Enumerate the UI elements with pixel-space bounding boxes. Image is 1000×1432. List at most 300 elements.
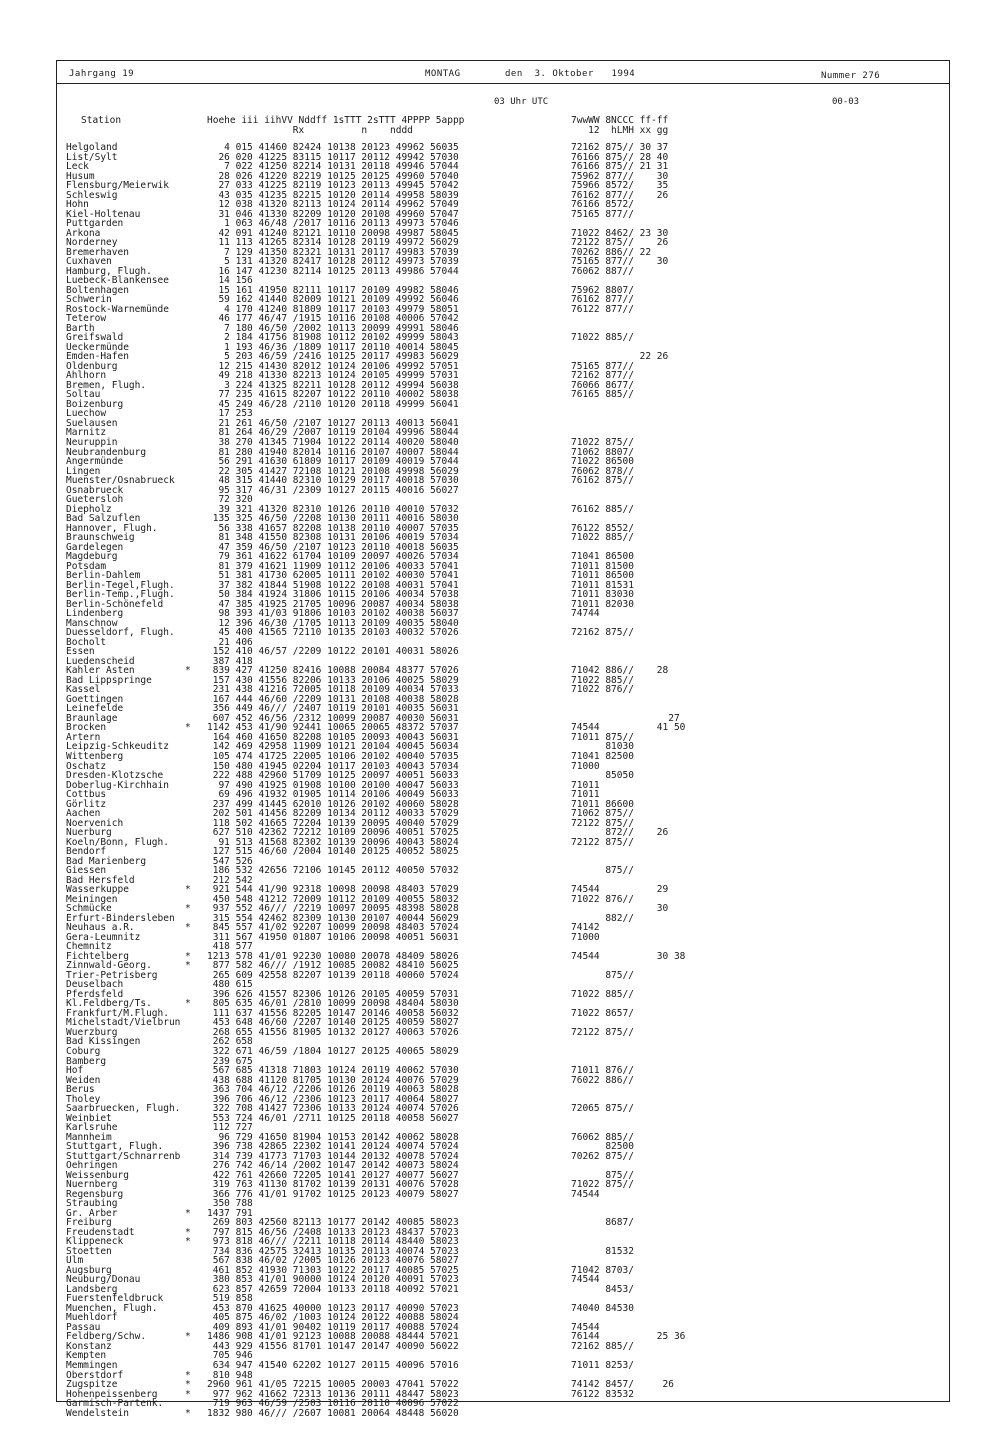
observation-data: 79 361 41622 61704 10109 20097 40026 57034 bbox=[207, 551, 459, 563]
station-name: Nuerburg bbox=[66, 827, 112, 839]
station-name: Aachen bbox=[66, 808, 101, 820]
station-name: Klippeneck bbox=[66, 1236, 124, 1248]
weather-group-data: 74544 bbox=[571, 1321, 600, 1333]
issue-year: Jahrgang 19 bbox=[69, 69, 135, 79]
table-row bbox=[57, 1332, 949, 1342]
weather-group-data: 74544 bbox=[571, 1188, 600, 1200]
weather-group-data: 22 26 bbox=[571, 351, 669, 363]
observation-data: 91 513 41568 82302 10139 20096 40043 58024 bbox=[207, 836, 459, 848]
extra-column-subheader: 12 hLMH xx gg bbox=[571, 125, 669, 136]
observation-data: 322 708 41427 72306 10133 20124 40074 57026 bbox=[207, 1103, 459, 1115]
table-row bbox=[57, 619, 949, 629]
mountain-marker: * bbox=[185, 1407, 191, 1419]
observation-data: 152 410 46/57 /2209 10122 20101 40031 58026 bbox=[207, 646, 459, 658]
table-row bbox=[57, 819, 949, 829]
weather-group-data: 75962 877// 30 bbox=[571, 170, 669, 182]
table-row bbox=[57, 448, 949, 458]
station-name: Goettingen bbox=[66, 693, 124, 705]
observation-data: 12 038 41320 82113 10124 20114 49962 57049 bbox=[207, 199, 459, 211]
table-row bbox=[57, 1190, 949, 1200]
table-row bbox=[57, 210, 949, 220]
weather-group-data: 71022 885// bbox=[571, 674, 634, 686]
station-name: Trier-Petrisberg bbox=[66, 969, 158, 981]
station-name: Bad Kissingen bbox=[66, 1036, 141, 1048]
station-name: Straubing bbox=[66, 1198, 118, 1210]
station-name: Arkona bbox=[66, 227, 101, 239]
observation-data: 363 704 46/12 /2206 10126 20119 40063 58028 bbox=[207, 1084, 459, 1096]
observation-data: 39 321 41320 82310 10126 20110 40010 57032 bbox=[207, 503, 459, 515]
station-name: Leck bbox=[66, 161, 89, 173]
observation-data: 95 317 46/31 /2309 10127 20115 40016 56027 bbox=[207, 484, 459, 496]
table-row bbox=[57, 267, 949, 277]
station-name: Fichtelberg bbox=[66, 950, 129, 962]
bulletin-page bbox=[56, 60, 950, 1419]
observation-data: 719 963 46/59 /2503 10116 20110 40096 57022 bbox=[207, 1398, 459, 1410]
table-row bbox=[57, 904, 949, 914]
weather-group-data: 85050 bbox=[571, 770, 634, 782]
station-name: Wittenberg bbox=[66, 751, 124, 762]
observation-data: 27 033 41225 82119 10123 20113 49945 57042 bbox=[207, 180, 459, 192]
observation-data: 237 499 41445 62010 10126 20102 40060 58028 bbox=[207, 798, 459, 810]
mountain-marker: * bbox=[185, 1388, 191, 1400]
table-row bbox=[57, 457, 949, 467]
weather-group-data: 875// bbox=[571, 969, 634, 981]
observation-data: 567 838 46/02 /2005 10126 20123 40076 58027 bbox=[207, 1255, 459, 1267]
observation-data: 111 637 41556 82205 10147 20146 40058 56032 bbox=[207, 1007, 459, 1019]
observation-time: 03 Uhr UTC bbox=[494, 97, 549, 107]
weather-group-data: 70262 875// bbox=[571, 1150, 634, 1162]
table-row bbox=[57, 933, 949, 943]
mountain-marker: * bbox=[185, 960, 191, 972]
station-name: Freudenstadt bbox=[66, 1226, 135, 1238]
table-row bbox=[57, 400, 949, 410]
observation-data: 845 557 41/02 92207 10099 20098 48403 57024 bbox=[207, 922, 459, 934]
station-name: Hamburg, Flugh. bbox=[66, 265, 152, 277]
station-name: Bad Lippspringe bbox=[66, 674, 152, 686]
table-row bbox=[57, 305, 949, 315]
weather-group-data: 71011 bbox=[571, 779, 600, 791]
station-name: Brocken bbox=[66, 722, 107, 734]
weather-group-data: 71041 86500 bbox=[571, 551, 634, 563]
station-name: Deuselbach bbox=[66, 979, 124, 991]
observation-data: 438 688 41120 81705 10130 20124 40076 57029 bbox=[207, 1074, 459, 1086]
observation-data: 239 675 bbox=[207, 1055, 253, 1067]
table-row bbox=[57, 1380, 949, 1390]
station-name: Manschnow bbox=[66, 617, 118, 629]
station-name: Weinbiet bbox=[66, 1112, 112, 1124]
weather-group-data: 72122 875// 26 bbox=[571, 237, 669, 249]
station-name: Ahlhorn bbox=[66, 370, 107, 382]
station-name: Stuttgart/Schnarrenb bbox=[66, 1150, 181, 1162]
observation-data: 45 249 46/28 /2110 10120 20118 49999 56041 bbox=[207, 398, 459, 410]
weather-group-data: 76162 885// bbox=[571, 503, 634, 515]
weather-group-data: 875// bbox=[571, 1169, 634, 1181]
weather-group-data: 71022 876// bbox=[571, 684, 634, 696]
table-row bbox=[57, 153, 949, 163]
table-row bbox=[57, 428, 949, 438]
station-name: Garmisch-Partenk. bbox=[66, 1398, 164, 1410]
table-row bbox=[57, 1351, 949, 1361]
station-name: Memmingen bbox=[66, 1360, 118, 1371]
weather-group-data: 74040 84530 bbox=[571, 1302, 634, 1314]
weather-group-data: 72065 875// bbox=[571, 1103, 634, 1115]
station-name: Gr. Arber bbox=[66, 1207, 118, 1219]
station-name: Oschatz bbox=[66, 760, 107, 772]
table-row bbox=[57, 695, 949, 705]
observation-data: 81 379 41621 11909 10112 20106 40033 57041 bbox=[207, 560, 459, 572]
observation-data: 81 264 46/29 /2007 10119 20104 49996 58044 bbox=[207, 427, 459, 439]
table-row bbox=[57, 1361, 949, 1371]
observation-data: 12 215 41430 82012 10124 20106 49992 57051 bbox=[207, 360, 459, 372]
station-name: Hohn bbox=[66, 199, 89, 211]
data-column-subheader: Rx n nddd bbox=[207, 125, 413, 136]
station-name: Konstanz bbox=[66, 1340, 112, 1352]
table-row bbox=[57, 876, 949, 886]
table-row bbox=[57, 723, 949, 733]
observation-data: 396 738 42865 22302 10141 20124 40074 57024 bbox=[207, 1141, 459, 1153]
table-row bbox=[57, 333, 949, 343]
observation-data: 51 381 41730 62005 10111 20102 40030 57041 bbox=[207, 570, 459, 582]
table-row bbox=[57, 1161, 949, 1171]
table-row bbox=[57, 543, 949, 553]
weather-group-data: 71000 bbox=[571, 931, 600, 943]
observation-data: 453 870 41625 40000 10123 20117 40090 57023 bbox=[207, 1302, 459, 1314]
station-name: List/Sylt bbox=[66, 151, 118, 163]
station-name: Rostock-Warnemünde bbox=[66, 303, 169, 315]
station-name: Muenster/Osnabrueck bbox=[66, 475, 175, 487]
table-row bbox=[57, 1209, 949, 1219]
station-name: Erfurt-Bindersleben bbox=[66, 912, 175, 924]
table-row bbox=[57, 552, 949, 562]
station-name: Bremen, Flugh. bbox=[66, 379, 147, 391]
observation-data: 623 857 42659 72004 10133 20118 40092 57021 bbox=[207, 1283, 459, 1295]
observation-data: 262 658 bbox=[207, 1036, 253, 1048]
table-row bbox=[57, 1390, 949, 1400]
table-row bbox=[57, 1180, 949, 1190]
table-row bbox=[57, 229, 949, 239]
weather-group-data: 71011 8253/ bbox=[571, 1360, 634, 1371]
station-name: Zugspitze bbox=[66, 1379, 118, 1391]
station-name: Husum bbox=[66, 170, 95, 182]
weather-group-data: 71022 8657/ bbox=[571, 1007, 634, 1019]
observation-data: 366 776 41/01 91702 10125 20123 40079 58027 bbox=[207, 1188, 459, 1200]
weather-group-data: 72162 875// bbox=[571, 627, 634, 639]
table-row bbox=[57, 352, 949, 362]
weather-group-data: 71022 885// bbox=[571, 988, 634, 1000]
station-name: Chemnitz bbox=[66, 941, 112, 953]
mountain-marker: * bbox=[185, 1331, 191, 1343]
weather-group-data: 71022 876// bbox=[571, 893, 634, 905]
table-row bbox=[57, 1313, 949, 1323]
weather-group-data: 76062 878// bbox=[571, 465, 634, 477]
station-name: Weiden bbox=[66, 1074, 101, 1086]
station-name: Flensburg/Meierwik bbox=[66, 180, 169, 192]
table-row bbox=[57, 381, 949, 391]
observation-data: 118 502 41665 72204 10139 20095 40040 57029 bbox=[207, 817, 459, 829]
table-row bbox=[57, 324, 949, 334]
observation-data: 5 131 41320 82417 10128 20112 49973 57039 bbox=[207, 256, 459, 268]
table-row bbox=[57, 809, 949, 819]
data-column-header: Hoehe iii iihVV Nddff 1sTTT 2sTTT 4PPPP 5appp bbox=[207, 115, 465, 126]
mountain-marker: * bbox=[185, 1226, 191, 1238]
station-name: Mannheim bbox=[66, 1131, 112, 1143]
observation-data: 977 962 41662 72313 10136 20111 48447 58023 bbox=[207, 1388, 459, 1400]
station-name: Tholey bbox=[66, 1093, 101, 1105]
observation-data: 112 727 bbox=[207, 1122, 253, 1134]
observation-data: 1832 980 46/// /2607 10081 20064 48448 56020 bbox=[207, 1407, 459, 1419]
mountain-marker: * bbox=[185, 1379, 191, 1391]
station-name: Oberstdorf bbox=[66, 1369, 124, 1381]
observation-data: 81 348 41550 82308 10131 20106 40019 57034 bbox=[207, 532, 459, 544]
table-row bbox=[57, 1218, 949, 1228]
observation-data: 319 763 41130 81702 10139 20131 40076 57028 bbox=[207, 1179, 459, 1191]
table-row bbox=[57, 467, 949, 477]
observation-data: 7 022 41250 82214 10131 20118 49946 57044 bbox=[207, 161, 459, 173]
weather-group-data: 71062 8807/ bbox=[571, 446, 634, 458]
table-row bbox=[57, 486, 949, 496]
station-name: Lingen bbox=[66, 465, 101, 477]
table-row bbox=[57, 657, 949, 667]
table-row bbox=[57, 828, 949, 838]
station-name: Boizenburg bbox=[66, 398, 124, 410]
observation-data: 1486 908 41/01 92123 10088 20088 48444 57021 bbox=[207, 1331, 459, 1343]
station-name: Wendelstein bbox=[66, 1407, 129, 1419]
table-row bbox=[57, 1057, 949, 1067]
weather-group-data: 71011 86600 bbox=[571, 798, 634, 810]
observation-data: 135 325 46/50 /2208 10130 20111 40016 58030 bbox=[207, 513, 459, 525]
table-row bbox=[57, 581, 949, 591]
observation-data: 268 655 41556 81905 10132 20127 40063 57026 bbox=[207, 1026, 459, 1038]
observation-data: 1 063 46/48 /2017 10116 20113 49973 57046 bbox=[207, 218, 459, 230]
observation-data: 31 046 41330 82209 10120 20108 49960 57047 bbox=[207, 208, 459, 220]
table-row bbox=[57, 314, 949, 324]
weather-group-data: 71062 875// bbox=[571, 808, 634, 820]
table-row bbox=[57, 1085, 949, 1095]
observation-data: 350 788 bbox=[207, 1198, 253, 1210]
station-name: Marnitz bbox=[66, 427, 107, 439]
table-row bbox=[57, 704, 949, 714]
weather-group-data: 70262 886// 22 bbox=[571, 246, 652, 258]
observation-data: 937 552 46/// /2219 10097 20095 48398 58028 bbox=[207, 903, 459, 915]
observation-data: 105 474 41725 22005 10106 20102 40040 57035 bbox=[207, 751, 459, 762]
observation-data: 157 430 41556 82206 10133 20106 40025 58029 bbox=[207, 674, 459, 686]
observation-data: 265 609 42558 82207 10139 20118 40060 57024 bbox=[207, 969, 459, 981]
station-name: Freiburg bbox=[66, 1217, 112, 1229]
station-name: Artern bbox=[66, 731, 101, 743]
weather-group-data: 27 bbox=[571, 712, 680, 724]
table-row bbox=[57, 390, 949, 400]
table-row bbox=[57, 676, 949, 686]
observation-data: 45 400 41565 72110 10135 20103 40032 57026 bbox=[207, 627, 459, 639]
weather-group-data: 76062 885// bbox=[571, 1131, 634, 1143]
station-name: Puttgarden bbox=[66, 218, 124, 230]
observation-data: 77 235 41615 82207 10122 20110 40002 58038 bbox=[207, 389, 459, 401]
weather-group-data: 76022 886// bbox=[571, 1074, 634, 1086]
observation-data: 443 929 41556 81701 10147 20147 40090 56022 bbox=[207, 1340, 459, 1352]
station-name: Neuruppin bbox=[66, 436, 118, 448]
station-table bbox=[57, 143, 949, 1418]
observation-data: 56 338 41657 82208 10138 20110 40007 57035 bbox=[207, 522, 459, 534]
station-name: Bad Marienberg bbox=[66, 855, 147, 867]
observation-data: 164 460 41650 82208 10105 20093 40043 56031 bbox=[207, 731, 459, 743]
observation-data: 450 548 41212 72009 10112 20109 40055 58032 bbox=[207, 893, 459, 905]
observation-data: 15 161 41950 82111 10117 20109 49982 58046 bbox=[207, 284, 459, 296]
observation-data: 311 567 41950 01807 10106 20098 40051 56031 bbox=[207, 931, 459, 943]
station-name: Karlsruhe bbox=[66, 1122, 118, 1134]
station-name: Bremerhaven bbox=[66, 246, 129, 258]
station-name: Duesseldorf, Flugh. bbox=[66, 627, 175, 639]
mountain-marker: * bbox=[185, 665, 191, 677]
station-name: Berlin-Temp.,Flugh. bbox=[66, 589, 175, 601]
station-name: Neubrandenburg bbox=[66, 446, 147, 458]
observation-data: 127 515 46/60 /2004 10140 20125 40052 58025 bbox=[207, 846, 459, 858]
station-name: Norderney bbox=[66, 237, 118, 249]
observation-data: 519 858 bbox=[207, 1293, 253, 1305]
table-row bbox=[57, 942, 949, 952]
station-name: Giessen bbox=[66, 865, 107, 877]
station-name: Lindenberg bbox=[66, 608, 124, 620]
table-row bbox=[57, 1047, 949, 1057]
weather-group-data: 71000 bbox=[571, 760, 600, 772]
station-name: Nuernberg bbox=[66, 1179, 118, 1191]
table-row bbox=[57, 857, 949, 867]
table-row bbox=[57, 733, 949, 743]
station-name: Doberlug-Kirchhain bbox=[66, 779, 169, 791]
table-row bbox=[57, 248, 949, 258]
observation-data: 37 382 41844 51908 10122 20108 40031 57041 bbox=[207, 579, 459, 591]
table-row bbox=[57, 790, 949, 800]
table-row bbox=[57, 1018, 949, 1028]
observation-data: 48 315 41440 82310 10129 20117 40018 57030 bbox=[207, 475, 459, 487]
station-name: Oldenburg bbox=[66, 360, 118, 372]
observation-data: 69 496 41932 01905 10114 20106 40049 56033 bbox=[207, 789, 459, 801]
weather-group-data: 75165 877// bbox=[571, 208, 634, 220]
table-row bbox=[57, 495, 949, 505]
weather-group-data: 72162 877// bbox=[571, 370, 634, 382]
observation-data: 797 815 46/56 /2408 10133 20123 48437 57023 bbox=[207, 1226, 459, 1238]
table-row bbox=[57, 638, 949, 648]
table-row bbox=[57, 923, 949, 933]
table-row bbox=[57, 1142, 949, 1152]
station-name: Kassel bbox=[66, 684, 101, 696]
observation-data: 387 418 bbox=[207, 655, 253, 667]
observation-data: 42 091 41240 82121 10110 20098 49987 58045 bbox=[207, 227, 459, 239]
table-row bbox=[57, 1323, 949, 1333]
weather-group-data: 71011 81531 bbox=[571, 579, 634, 591]
station-name: Muehldorf bbox=[66, 1312, 118, 1324]
station-name: Kempten bbox=[66, 1350, 107, 1362]
observation-data: 1142 453 41/90 92441 10065 20065 48372 57037 bbox=[207, 722, 459, 734]
table-row bbox=[57, 847, 949, 857]
weather-group-data: 76166 875// 28 40 bbox=[571, 151, 669, 163]
observation-data: 96 729 41650 81904 10153 20142 40062 58028 bbox=[207, 1131, 459, 1143]
observation-data: 405 875 46/02 /1003 10124 20122 40088 58024 bbox=[207, 1312, 459, 1324]
table-row bbox=[57, 895, 949, 905]
table-row bbox=[57, 1104, 949, 1114]
weather-group-data: 76162 875// bbox=[571, 475, 634, 487]
station-name: Guetersloh bbox=[66, 494, 124, 506]
table-row bbox=[57, 961, 949, 971]
table-row bbox=[57, 1399, 949, 1409]
observation-data: 7 129 41350 82321 10131 20117 49983 57039 bbox=[207, 246, 459, 258]
mountain-marker: * bbox=[185, 884, 191, 896]
weather-group-data: 76166 8572/ bbox=[571, 199, 634, 211]
weather-group-data: 75165 877// bbox=[571, 360, 634, 372]
station-name: Soltau bbox=[66, 389, 101, 401]
observation-data: 47 359 46/50 /2107 10123 20110 40018 56035 bbox=[207, 541, 459, 553]
weather-group-data: 71022 8462/ 23 30 bbox=[571, 227, 669, 239]
table-row bbox=[57, 838, 949, 848]
table-row bbox=[57, 1066, 949, 1076]
observation-data: 14 156 bbox=[207, 275, 253, 287]
table-row bbox=[57, 257, 949, 267]
observation-data: 877 582 46/// /1912 10085 20082 48410 56025 bbox=[207, 960, 459, 972]
table-row bbox=[57, 1114, 949, 1124]
mountain-marker: * bbox=[185, 903, 191, 915]
table-row bbox=[57, 714, 949, 724]
weather-group-data: 71011 876// bbox=[571, 1065, 634, 1077]
observation-data: 167 444 46/60 /2209 10131 20108 40038 58028 bbox=[207, 693, 459, 705]
station-name: Schwerin bbox=[66, 294, 112, 306]
station-name: Suelausen bbox=[66, 417, 118, 429]
header-rule bbox=[57, 83, 949, 84]
weather-group-data: 71022 885// bbox=[571, 532, 634, 544]
observation-data: 396 706 46/12 /2306 10123 20117 40064 58027 bbox=[207, 1093, 459, 1105]
observation-data: 461 852 41930 71303 10122 20117 40085 57025 bbox=[207, 1264, 459, 1276]
observation-data: 28 026 41220 82219 10125 20125 49960 57040 bbox=[207, 170, 459, 182]
table-row bbox=[57, 562, 949, 572]
station-name: Luechow bbox=[66, 408, 107, 420]
observation-data: 231 438 41216 72005 10118 20109 40034 57033 bbox=[207, 684, 459, 696]
table-row bbox=[57, 1152, 949, 1162]
table-row bbox=[57, 1285, 949, 1295]
table-row bbox=[57, 1076, 949, 1086]
station-name: Michelstadt/Vielbrun bbox=[66, 1017, 181, 1029]
observation-data: 1 193 46/36 /1809 10117 20110 40014 58045 bbox=[207, 341, 459, 353]
weather-group-data: 72122 875// bbox=[571, 1026, 634, 1038]
table-row bbox=[57, 1371, 949, 1381]
table-row bbox=[57, 1133, 949, 1143]
station-name: Gera-Leumnitz bbox=[66, 931, 141, 943]
station-name: Berlin-Dahlem bbox=[66, 570, 141, 582]
weather-group-data: 76066 8677/ bbox=[571, 379, 634, 391]
observation-data: 634 947 41540 62202 10127 20115 40096 57016 bbox=[207, 1360, 459, 1371]
station-name: Meiningen bbox=[66, 893, 118, 905]
station-name: Passau bbox=[66, 1321, 101, 1333]
table-row bbox=[57, 1228, 949, 1238]
station-name: Berus bbox=[66, 1084, 95, 1096]
station-name: Noervenich bbox=[66, 817, 124, 829]
observation-data: 810 948 bbox=[207, 1369, 253, 1381]
table-row bbox=[57, 1095, 949, 1105]
observation-data: 705 946 bbox=[207, 1350, 253, 1362]
observation-data: 22 305 41427 72108 10121 20108 49998 56029 bbox=[207, 465, 459, 477]
observation-data: 38 270 41345 71904 10122 20114 40020 58040 bbox=[207, 436, 459, 448]
table-row bbox=[57, 685, 949, 695]
weather-group-data: 81532 bbox=[571, 1245, 634, 1257]
table-row bbox=[57, 505, 949, 515]
observation-data: 314 739 41773 71703 10144 20132 40078 57024 bbox=[207, 1150, 459, 1162]
station-name: Schleswig bbox=[66, 189, 118, 201]
observation-data: 418 577 bbox=[207, 941, 253, 953]
weather-group-data: 872// 26 bbox=[571, 827, 669, 839]
table-row bbox=[57, 609, 949, 619]
table-row bbox=[57, 1009, 949, 1019]
table-row bbox=[57, 409, 949, 419]
weather-group-data: 76122 83532 bbox=[571, 1388, 634, 1400]
station-name: Muenchen, Flugh. bbox=[66, 1302, 158, 1314]
weather-group-data: 71011 81500 bbox=[571, 560, 634, 572]
